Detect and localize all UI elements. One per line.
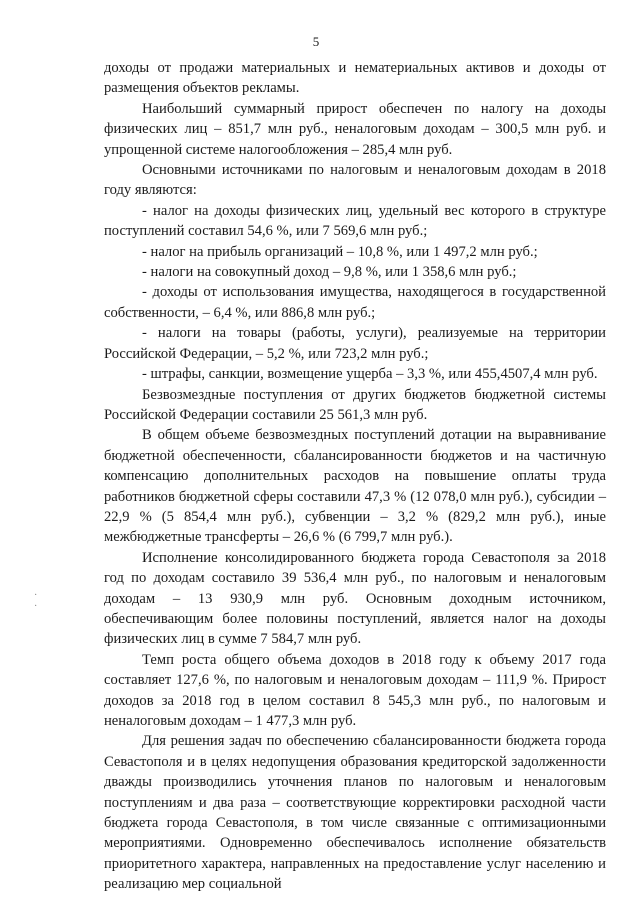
- paragraph-budget-execution: Исполнение консолидированного бюджета города Севастополя за 2018 год по доходам составило 39 536,4 млн руб., по налоговым и неналоговым доходам – 13 930,9 млн руб. Основным доходным источником, обеспечивающим более половины поступлений, является налог на доходы физических лиц в сумме 7 584,7 млн руб.: [104, 549, 606, 648]
- paragraph-1: доходы от продажи материальных и нематериальных активов и доходы от размещения объектов рекламы.: [104, 60, 606, 97]
- list-item-goods-taxes: - налоги на товары (работы, услуги), реализуемые на территории Российской Федерации, – 5,2 %, или 723,2 млн руб.;: [104, 325, 606, 362]
- paragraph-grants-structure: В общем объеме безвозмездных поступлений дотации на выравнивание бюджетной обеспеченности, сбалансированности бюджетов и на частичную компенсацию дополнительных расходов на повышение оплаты труда работников бюджетной сферы составили 47,3 % (12 078,0 млн руб.), субсидии – 22,9 % (5 854,4 млн руб.), субвенции – 3,2 % (829,2 млн руб.), иные межбюджетные трансферты – 26,6 % (6 799,7 млн руб.).: [104, 427, 606, 546]
- paragraph-3: Основными источниками по налоговым и неналоговым доходам в 2018 году являются:: [104, 162, 606, 199]
- scan-margin-mark: · ·: [34, 590, 38, 612]
- paragraph-gratuitous-receipts: Безвозмездные поступления от других бюджетов бюджетной системы Российской Федерации составили 25 561,3 млн руб.: [104, 386, 606, 423]
- paragraph-balance-measures: Для решения задач по обеспечению сбалансированности бюджета города Севастополя и в целях недопущения образования кредиторской задолженности дважды производились уточнения планов по налоговым и неналоговым поступлениям и два раза – соответствующие корректировки расходной части бюджета города Севастополя, в том числе связанные с оптимизационными мероприятиями. Одновременно обеспечивалось исполнение обязательств приоритетного характера, направленных на предоставление услуг населению и реализацию мер социальной: [104, 733, 606, 893]
- page-number: 5: [312, 34, 320, 49]
- paragraph-growth-rate: Темп роста общего объема доходов в 2018 году к объему 2017 года составляет 127,6 %, по налоговым и неналоговым доходам – 111,9 %. Прирост доходов за 2018 год в целом составил 8 545,3 млн руб., по налоговым и неналоговым доходам – 1 477,3 млн руб.: [104, 651, 606, 729]
- paragraph-2: Наибольший суммарный прирост обеспечен по налогу на доходы физических лиц – 851,7 млн руб., неналоговым доходам – 300,5 млн руб. и упрощенной системе налогообложения – 285,4 млн руб.: [104, 100, 606, 158]
- list-item-property-income: - доходы от использования имущества, находящегося в государственной собственности, – 6,4 %, или 886,8 млн руб.;: [104, 284, 606, 321]
- list-item-profit-tax: - налог на прибыль организаций – 10,8 %, или 1 497,2 млн руб.;: [142, 243, 538, 260]
- document-body: [104, 58, 606, 895]
- list-item-fines: - штрафы, санкции, возмещение ущерба – 3,3 %, или 455,4507,4 млн руб.: [142, 366, 598, 383]
- list-item-aggregate-income-tax: - налоги на совокупный доход – 9,8 %, или 1 358,6 млн руб.;: [142, 264, 517, 281]
- list-item-ndfl: - налог на доходы физических лиц, удельный вес которого в структуре поступлений составил 54,6 %, или 7 569,6 млн руб.;: [104, 202, 606, 240]
